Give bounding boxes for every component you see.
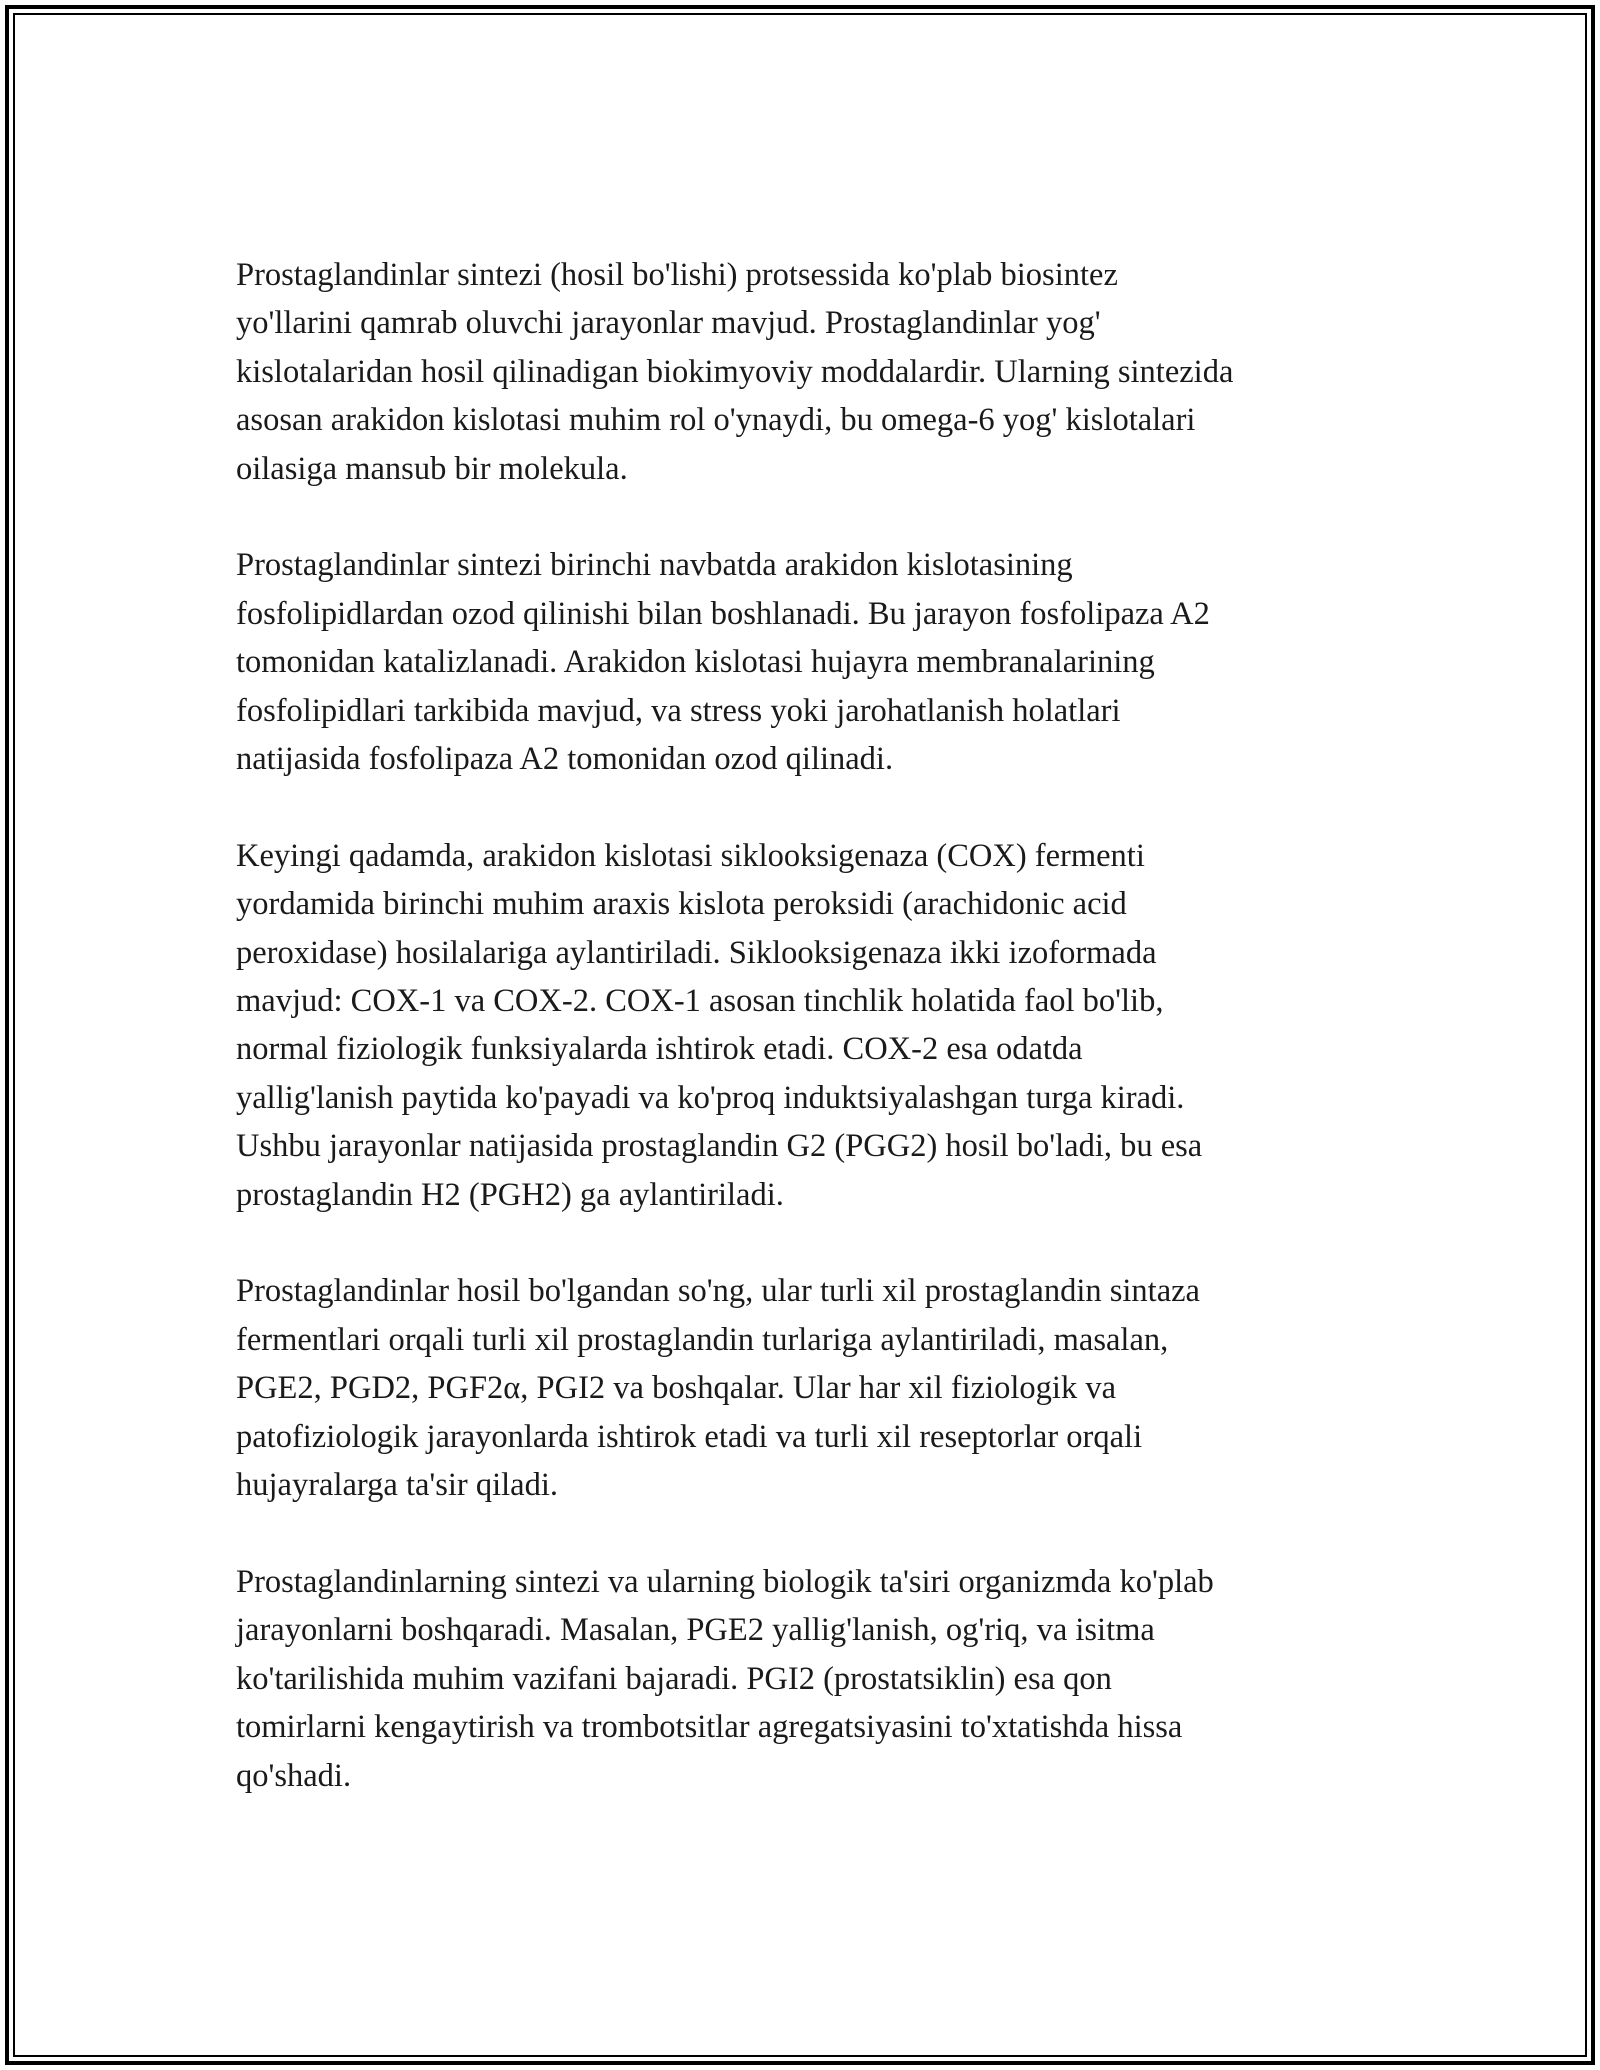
paragraph-prostaglandin-types: Prostaglandinlar hosil bo'lgandan so'ng, ular turli xil prostaglandin sintaza fermentlari orqali turli xil prostaglandin turlariga aylantiriladi, masalan, PGE2, PGD2, PGF2α, PGI2 va boshqalar. Ular har xil fiziologik va patofiziologik jarayonlarda ishtirok etadi va turli xil reseptorlar orqali hujayralarga ta'sir qiladi.	[236, 1273, 1200, 1504]
paragraph-arachidonic-release: Prostaglandinlar sintezi birinchi navbatda arakidon kislotasining fosfolipidlardan ozod qilinishi bilan boshlanadi. Bu jarayon fosfolipaza A2 tomonidan katalizlanadi. Arakidon kislotasi hujayra membranalarining fosfolipidlari tarkibida mavjud, va stress yoki jarohatlanish holatlari natijasida fosfolipaza A2 tomonidan ozod qilinadi.	[236, 547, 1210, 778]
paragraph-cox-enzymes: Keyingi qadamda, arakidon kislotasi siklooksigenaza (COX) fermenti yordamida birinchi muhim araxis kislota peroksidi (arachidonic acid peroxidase) hosilalariga aylantiriladi. Siklooksigenaza ikki izoformada mavjud: COX-1 va COX-2. COX-1 asosan tinchlik holatida faol bo'lib, normal fiziologik funksiyalarda ishtirok etadi. COX-2 esa odatda yallig'lanish paytida ko'payadi va ko'proq induktsiyalashgan turga kiradi. Ushbu jarayonlar natijasida prostaglandin G2 (PGG2) hosil bo'ladi, bu esa prostaglandin H2 (PGH2) ga aylantiriladi.	[236, 837, 1203, 1213]
paragraph-biological-effects: Prostaglandinlarning sintezi va ularning biologik ta'siri organizmda ko'plab jarayonlarni boshqaradi. Masalan, PGE2 yallig'lanish, og'riq, va isitma ko'tarilishida muhim vazifani bajaradi. PGI2 (prostatsiklin) esa qon tomirlarni kengaytirish va trombotsitlar agregatsiyasini to'xtatishda hissa qo'shadi.	[236, 1563, 1214, 1794]
paragraph-synthesis-intro: Prostaglandinlar sintezi (hosil bo'lishi) protsessida ko'plab biosintez yo'llarini qamrab oluvchi jarayonlar mavjud. Prostaglandinlar yog' kislotalaridan hosil qilinadigan biokimyoviy moddalardir. Ularning sintezida asosan arakidon kislotasi muhim rol o'ynaydi, bu omega-6 yog' kislotalari oilasiga mansub bir molekula.	[236, 257, 1234, 487]
document-body	[236, 251, 1386, 1848]
